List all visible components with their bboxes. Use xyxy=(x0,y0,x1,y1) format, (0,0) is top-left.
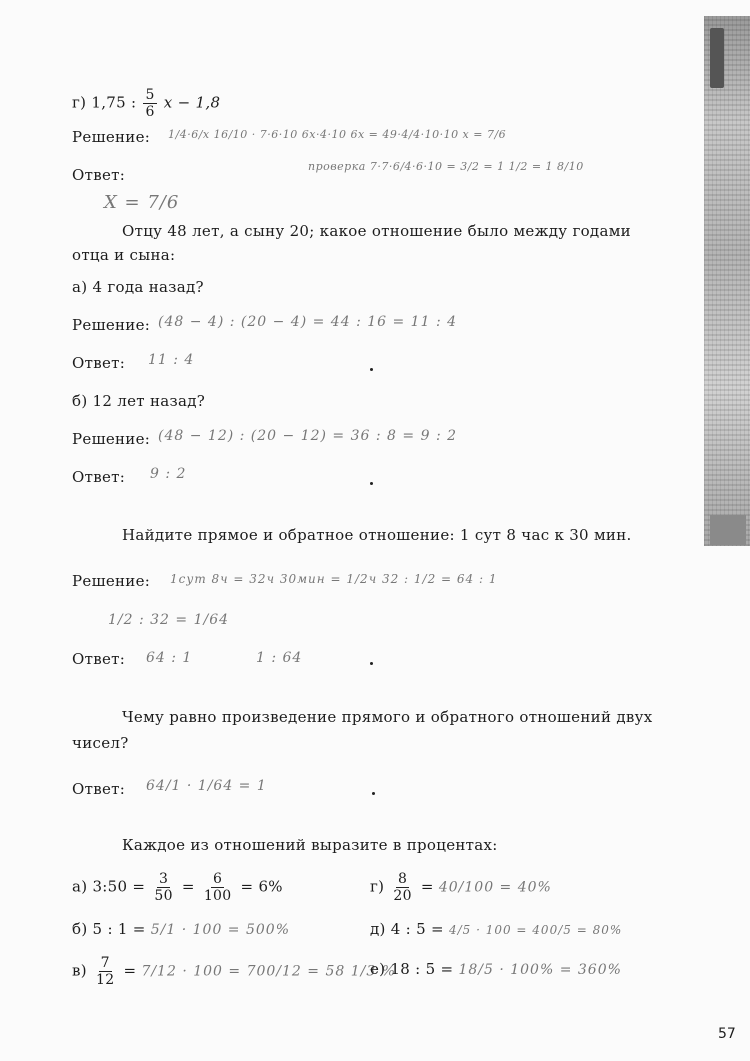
period-mark xyxy=(370,662,373,665)
fraction: $\frac{6}{100}$ xyxy=(203,871,232,904)
fraction: $\frac{3}{50}$ xyxy=(154,871,173,904)
handwritten-solution: 1сут 8ч = 32ч 30мин = 1/2ч 32 : 1/2 = 64 : 1 xyxy=(170,572,498,586)
handwritten-answer: 11 : 4 xyxy=(148,352,195,368)
handwritten-answer: X = 7/6 xyxy=(104,192,180,213)
period-mark xyxy=(370,368,373,371)
solution-label: Решение: xyxy=(72,316,151,334)
handwritten-answer: 64 : 1 xyxy=(146,650,193,666)
period-mark xyxy=(370,482,373,485)
item-label: в) xyxy=(72,961,87,980)
item-label: д) 4 : 5 = xyxy=(370,920,444,938)
handwritten-answer: 7/12 · 100 = 700/12 = 58 1/3 % xyxy=(141,963,397,980)
item-label: а) 3:50 = xyxy=(72,877,146,896)
period-mark xyxy=(372,792,375,795)
handwritten-solution-line2: 1/2 : 32 = 1/64 xyxy=(108,612,230,628)
task-percent-heading: Каждое из отношений выразите в процентах: xyxy=(122,836,498,854)
percent-item-g: г) $\frac{8}{20}$ = 40/100 = 40% xyxy=(370,871,552,904)
handwritten-answer: 18/5 · 100% = 360% xyxy=(458,962,622,978)
task-age-text-cont: отца и сына: xyxy=(72,246,176,264)
percent-item-v: в) $\frac{7}{12}$ = 7/12 · 100 = 700/12 = 58 1/3 % xyxy=(72,955,397,988)
answer-label: Ответ: xyxy=(72,650,126,668)
task-product-text-cont: чисел? xyxy=(72,734,129,752)
handwritten-solution: (48 − 12) : (20 − 12) = 36 : 8 = 9 : 2 xyxy=(158,428,458,444)
scan-edge-mark xyxy=(710,28,724,88)
handwritten-answer: 4/5 · 100 = 400/5 = 80% xyxy=(448,923,623,937)
fraction: $\frac{7}{12}$ xyxy=(95,955,115,988)
handwritten-solution: (48 − 4) : (20 − 4) = 44 : 16 = 11 : 4 xyxy=(158,314,458,330)
task-age-text: Отцу 48 лет, а сыну 20; какое отношение было между годами xyxy=(122,222,631,240)
page-number: 57 xyxy=(718,1026,736,1042)
percent-item-e xyxy=(370,960,622,978)
scan-edge-mark xyxy=(710,515,746,545)
task-g-problem xyxy=(72,88,220,119)
item-label: б) 5 : 1 = xyxy=(72,920,146,938)
handwritten-solution: 1/4·6/x 16/10 · 7·6·10 6x·4·10 6x = 49·4/4·10·10 x = 7/6 xyxy=(168,128,507,141)
handwritten-answer: 40/100 = 40% xyxy=(438,879,552,896)
handwritten-answer: 1 : 64 xyxy=(256,650,303,666)
fraction: $\frac{8}{20}$ xyxy=(393,871,412,904)
handwritten-check: проверка 7·7·6/4·6·10 = 3/2 = 1 1/2 = 1 8/10 xyxy=(308,160,584,173)
answer-label: Ответ: xyxy=(72,354,126,372)
answer-label: Ответ: xyxy=(72,468,126,486)
task-ratio-text: Найдите прямое и обратное отношение: 1 сут 8 час к 30 мин. xyxy=(122,526,632,544)
answer-label: Ответ: xyxy=(72,780,126,798)
subtask-a-label: а) 4 года назад? xyxy=(72,278,204,296)
item-label: е) 18 : 5 = xyxy=(370,960,454,978)
handwritten-answer: 9 : 2 xyxy=(150,466,187,482)
solution-label: Решение: xyxy=(72,572,151,590)
subtask-b-label: б) 12 лет назад? xyxy=(72,392,206,410)
item-label: г) xyxy=(370,877,385,896)
handwritten-answer: 5/1 · 100 = 500% xyxy=(150,922,291,938)
solution-label: Решение: xyxy=(72,430,151,448)
percent-item-b xyxy=(72,920,290,938)
problem-rest: x − 1,8 xyxy=(163,93,221,112)
solution-label: Решение: xyxy=(72,128,151,146)
scan-edge-strip xyxy=(704,16,750,546)
handwritten-answer: 64/1 · 1/64 = 1 xyxy=(146,778,267,794)
answer-label: Ответ: xyxy=(72,166,126,184)
fraction: $\frac{5}{6}$ xyxy=(145,87,155,120)
percent-item-a: а) 3:50 = $\frac{3}{50}$ = $\frac{6}{100}$ = 6% xyxy=(72,871,283,904)
task-product-text: Чему равно произведение прямого и обратного отношений двух xyxy=(122,708,653,726)
percent-item-d xyxy=(370,920,622,938)
problem-label: г) 1,75 : xyxy=(72,93,137,112)
item-result: = 6% xyxy=(240,877,283,896)
